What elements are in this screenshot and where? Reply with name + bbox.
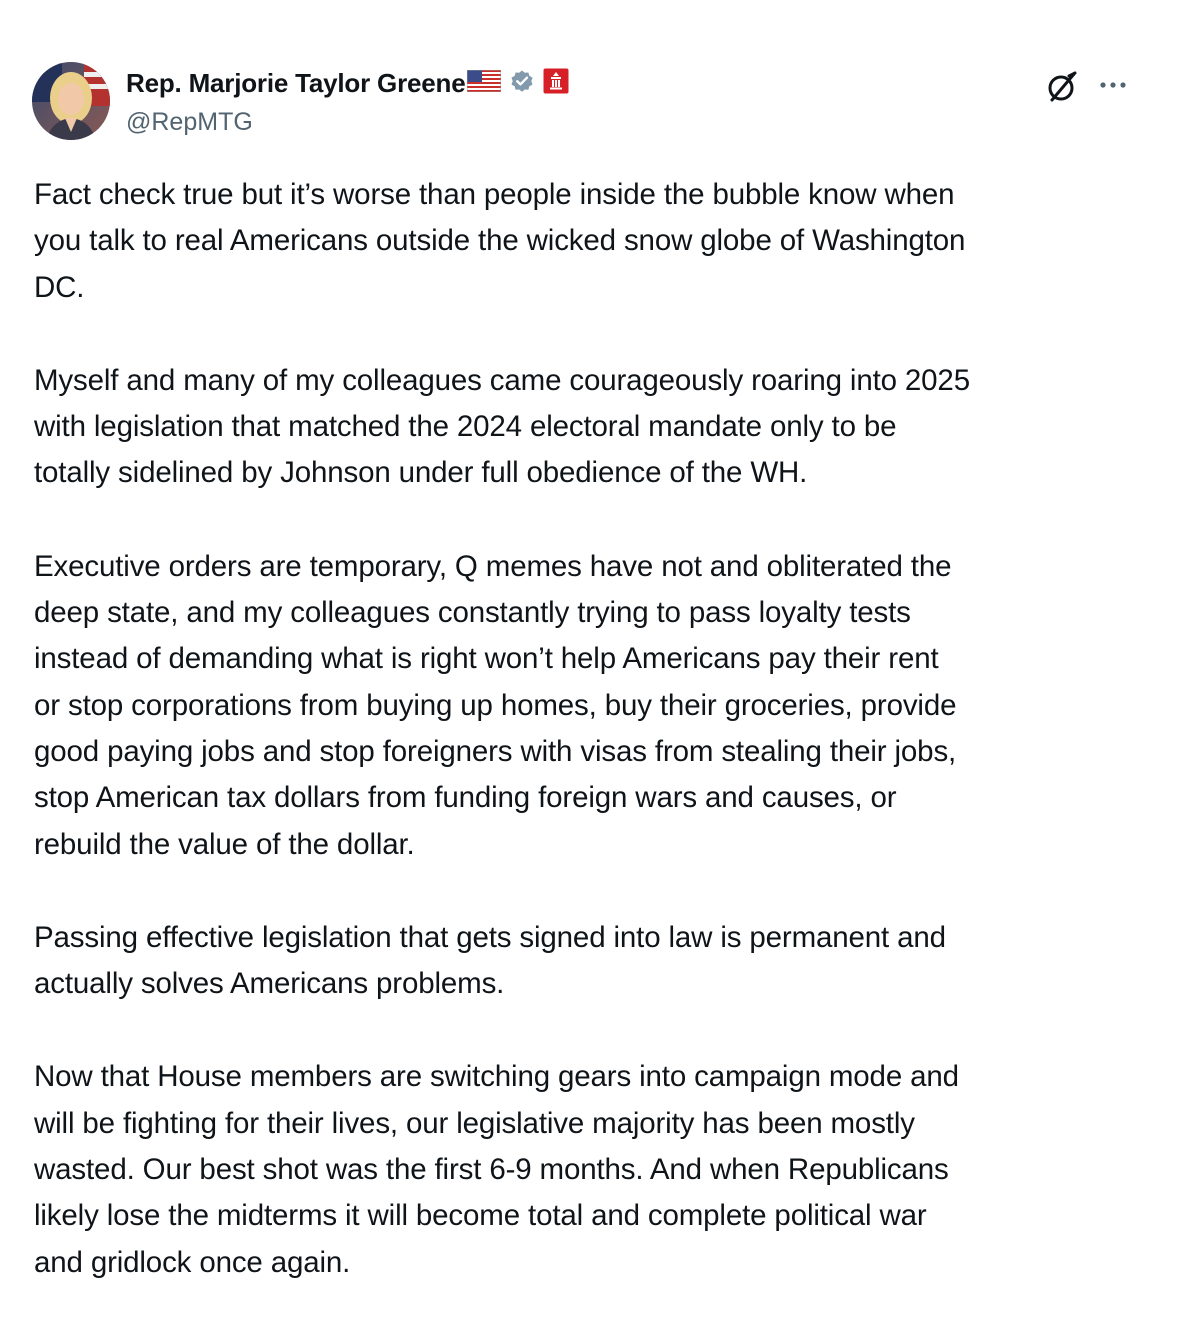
- avatar[interactable]: [32, 62, 110, 140]
- post-line: actually solves Americans problems.: [34, 967, 505, 1001]
- post-line: and gridlock once again.: [34, 1245, 351, 1279]
- author-display-name[interactable]: Rep. Marjorie Taylor Greene: [126, 68, 466, 98]
- post-line: DC.: [34, 270, 85, 304]
- post-line: deep state, and my colleagues constantly trying to pass loyalty tests: [34, 596, 911, 630]
- post-line: likely lose the midterms it will become total and complete political war: [34, 1199, 927, 1233]
- post-line: rebuild the value of the dollar.: [34, 827, 415, 861]
- post-header: [32, 62, 1142, 144]
- post-line: Passing effective legislation that gets signed into law is permanent and: [34, 920, 946, 954]
- post-line: Executive orders are temporary, Q memes have not and obliterated the: [34, 549, 952, 583]
- post-line: or stop corporations from buying up homes, buy their groceries, provide: [34, 688, 957, 722]
- post-body: [34, 172, 1144, 1286]
- post-line: wasted. Our best shot was the first 6-9 months. And when Republicans: [34, 1153, 949, 1187]
- post-line: Fact check true but it’s worse than people inside the bubble know when: [34, 178, 955, 211]
- author-name-row: [126, 68, 569, 99]
- post-line: instead of demanding what is right won’t help Americans pay their rent: [34, 642, 939, 676]
- author-handle[interactable]: @RepMTG: [126, 108, 253, 136]
- us-flag-icon: [467, 70, 501, 97]
- post-line: Now that House members are switching gears into campaign mode and: [34, 1060, 959, 1094]
- post-paragraph: [34, 544, 1144, 868]
- grok-icon[interactable]: [1044, 70, 1080, 109]
- post-line: you talk to real Americans outside the wicked snow globe of Washington: [34, 224, 966, 258]
- post-paragraph: [34, 358, 1144, 497]
- post-line: with legislation that matched the 2024 electoral mandate only to be: [34, 410, 897, 444]
- verified-badge-icon[interactable]: [509, 68, 535, 99]
- post-paragraph: [34, 172, 1144, 311]
- us-house-affiliation-icon[interactable]: [543, 68, 569, 99]
- post-line: Myself and many of my colleagues came courageously roaring into 2025: [34, 363, 970, 397]
- post-paragraph: [34, 915, 1144, 1008]
- post-paragraph: [34, 1054, 1144, 1285]
- post-line: will be fighting for their lives, our legislative majority has been mostly: [34, 1106, 915, 1140]
- post-line: good paying jobs and stop foreigners with visas from stealing their jobs,: [34, 734, 957, 768]
- more-options-icon[interactable]: [1096, 70, 1130, 100]
- post-line: totally sidelined by Johnson under full obedience of the WH.: [34, 456, 808, 490]
- post-line: stop American tax dollars from funding foreign wars and causes, or: [34, 781, 897, 815]
